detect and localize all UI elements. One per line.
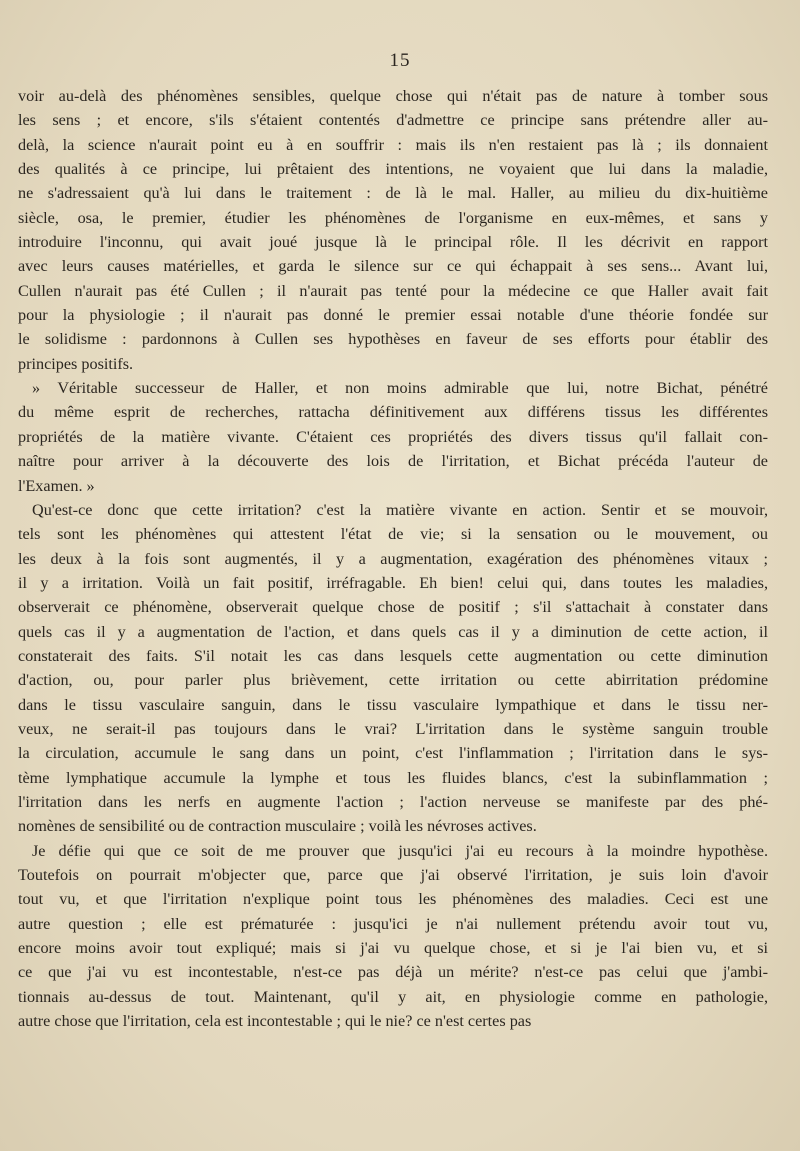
- text-line: la circulation, accumule le sang dans un point, c'est l'inflammation ; l'irritation dans le sys-: [18, 744, 768, 763]
- text-line: ce que j'ai vu est incontestable, n'est-ce pas déjà un mérite? n'est-ce pas celui que j'ambi-: [18, 963, 768, 982]
- page-number: 15: [389, 50, 411, 71]
- text-line: encore moins avoir tout expliqué; mais si j'ai vu quelque chose, et si je l'ai bien vu, et si: [18, 939, 768, 958]
- text-line: pour la physiologie ; il n'aurait pas donné le premier essai notable d'une théorie fondée sur: [18, 306, 768, 325]
- text-line: l'Examen. »: [18, 476, 95, 495]
- text-line: les sens ; et encore, s'ils s'étaient contentés d'admettre ce principe sans prétendre aller au-: [18, 111, 768, 130]
- text-line: autre question ; elle est prématurée : jusqu'ici je n'ai nullement prétendu avoir tout vu,: [18, 914, 768, 933]
- text-line: principes positifs.: [18, 354, 134, 373]
- text-line: le solidisme : pardonnons à Cullen ses hypothèses en faveur de ses efforts pour établir des: [18, 330, 768, 349]
- text-line: dans le tissu vasculaire sanguin, dans le tissu vasculaire lympathique et dans le tissu ner-: [18, 695, 768, 714]
- text-line: les deux à la fois sont augmentés, il y a augmentation, exagération des phénomènes vitaux ;: [18, 549, 768, 568]
- text-line: quels cas il y a augmentation de l'action, et dans quels cas il y a diminution de cette action, il: [18, 622, 768, 641]
- text-line: autre chose que l'irritation, cela est incontestable ; qui le nie? ce n'est certes pas: [18, 1012, 532, 1031]
- text-line: Toutefois on pourrait m'objecter que, parce que j'ai observé l'irritation, je suis loin d'avoir: [18, 866, 768, 884]
- text-line: voir au-delà des phénomènes sensibles, quelque chose qui n'était pas de nature à tomber sous: [18, 87, 768, 105]
- text-line: il y a irritation. Voilà un fait positif, irréfragable. Eh bien! celui qui, dans toutes les maladies,: [18, 573, 768, 592]
- text-line: Je défie qui que ce soit de me prouver que jusqu'ici j'ai eu recours à la moindre hypothèse.: [32, 841, 768, 860]
- text-line: constaterait des faits. S'il notait les cas dans lesquels cette augmentation ou cette diminution: [18, 646, 768, 665]
- text-line: Cullen n'aurait pas été Cullen ; il n'aurait pas tenté pour la médecine ce que Haller avait fait: [18, 281, 768, 300]
- text-line: tout vu, et que l'irritation n'explique point tous les phénomènes des maladies. Ceci est une: [18, 890, 768, 909]
- text-line: tionnais au-dessus de tout. Maintenant, qu'il y ait, en physiologie comme en pathologie,: [18, 987, 768, 1006]
- text-line: des qualités à ce principe, lui prêtaient des intentions, ne voyaient que lui dans la maladie,: [18, 160, 768, 179]
- text-line: ne s'adressaient qu'à lui dans le traitement : de là le mal. Haller, au milieu du dix-huitième: [18, 184, 768, 203]
- text-line: veux, ne serait-il pas toujours dans le vrai? L'irritation dans le système sanguin trouble: [18, 719, 768, 738]
- body-text: [18, 84, 768, 1033]
- text-line: Qu'est-ce donc que cette irritation? c'est la matière vivante en action. Sentir et se mouvoir,: [32, 500, 768, 519]
- text-line: nomènes de sensibilité ou de contraction musculaire ; voilà les névroses actives.: [18, 817, 537, 836]
- text-line: siècle, osa, le premier, étudier les phénomènes de l'organisme en eux-mêmes, et sans y: [18, 208, 768, 227]
- text-line: » Véritable successeur de Haller, et non moins admirable que lui, notre Bichat, pénétré: [32, 379, 768, 398]
- text-line: tels sont les phénomènes qui attestent l'état de vie; si la sensation ou le mouvement, ou: [18, 525, 768, 544]
- text-line: observerait ce phénomène, observerait quelque chose de positif ; s'il s'attachait à constater dans: [18, 598, 768, 617]
- text-line: tème lymphatique accumule la lymphe et tous les fluides blancs, c'est la subinflammation ;: [18, 768, 768, 787]
- text-line: propriétés de la matière vivante. C'étaient ces propriétés des divers tissus qu'il fallait con-: [18, 427, 768, 446]
- text-line: du même esprit de recherches, rattacha définitivement aux différens tissus les différentes: [18, 403, 768, 422]
- text-line: avec leurs causes matérielles, et garda le silence sur ce qui échappait à ses sens... Avant lui,: [18, 257, 768, 276]
- text-line: introduire l'inconnu, qui avait joué jusque là le principal rôle. Il les décrivit en rapport: [18, 233, 768, 252]
- text-line: d'action, ou, pour parler plus brièvement, cette irritation ou cette abirritation prédomine: [18, 671, 768, 690]
- text-line: l'irritation dans les nerfs en augmente l'action ; l'action nerveuse se manifeste par des phé-: [18, 792, 768, 811]
- text-line: delà, la science n'aurait point eu à en souffrir : mais ils n'en restaient pas là ; ils donnaient: [18, 135, 768, 154]
- text-line: naître pour arriver à la découverte des lois de l'irritation, et Bichat précéda l'auteur de: [18, 452, 768, 471]
